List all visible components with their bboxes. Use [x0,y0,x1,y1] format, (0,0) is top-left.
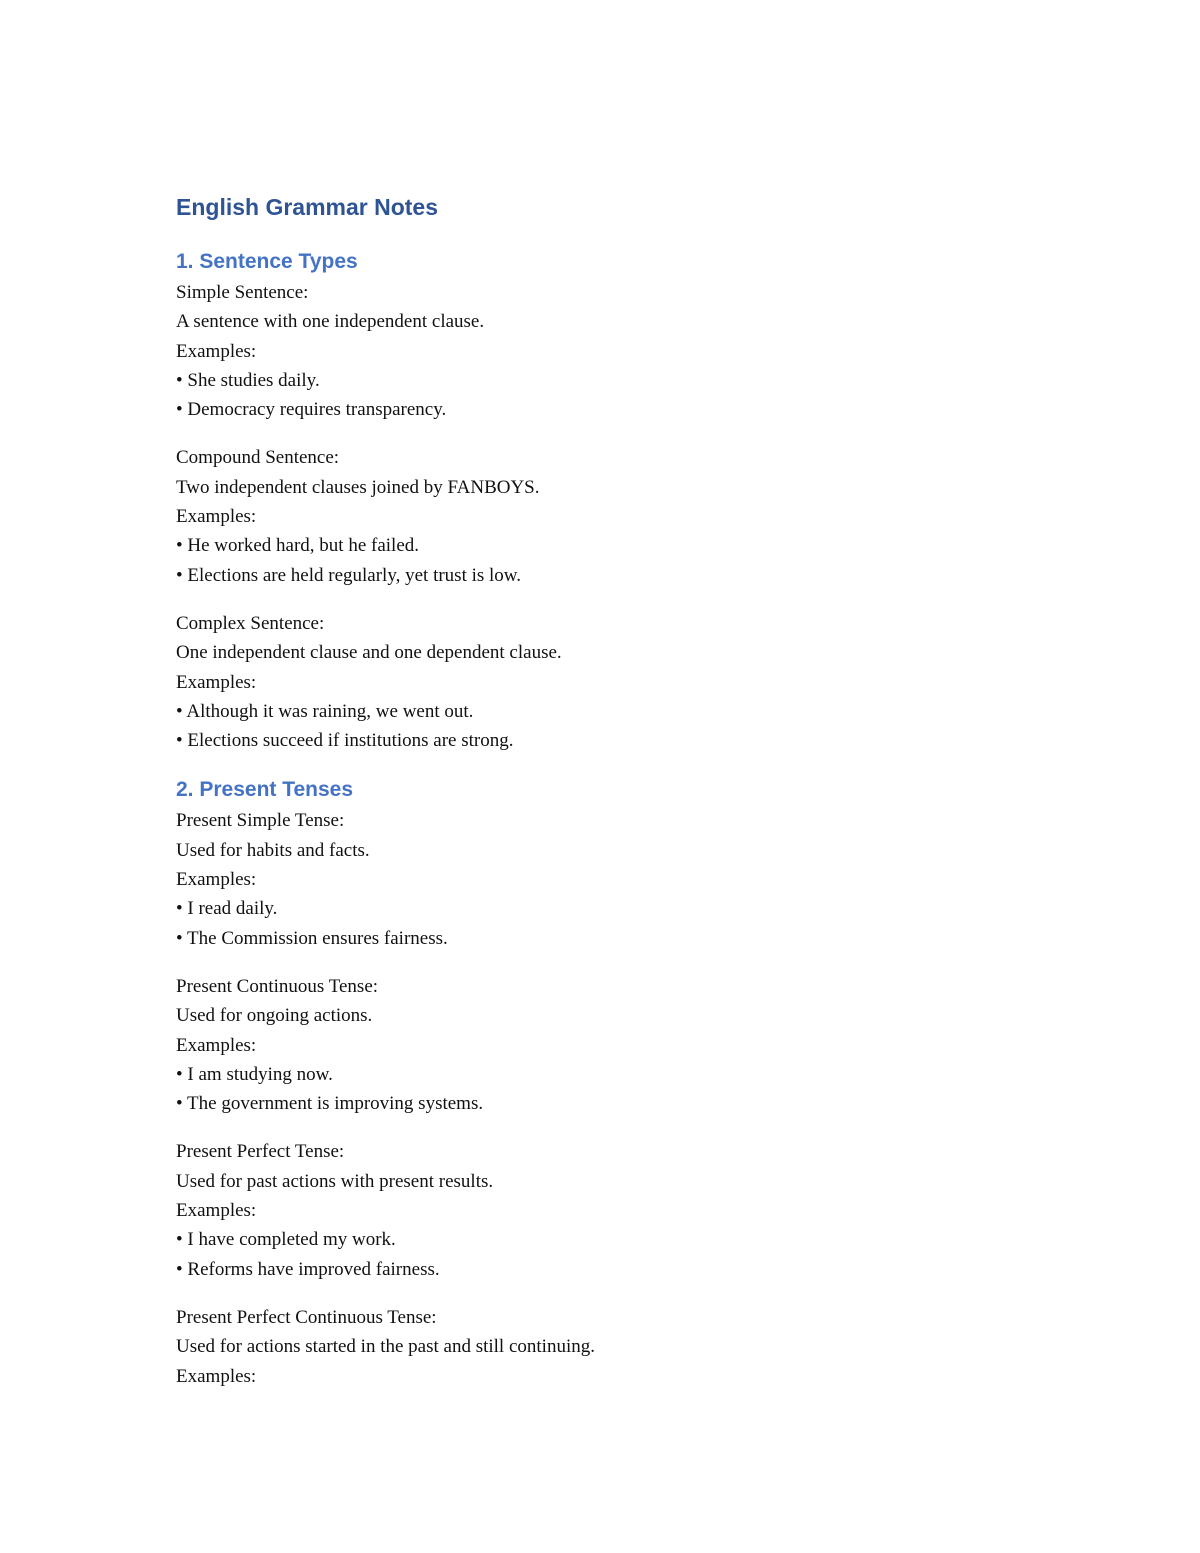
term-label: Complex Sentence: [176,612,325,634]
example-item: • He worked hard, but he failed. [176,535,420,557]
document-title: English Grammar Notes [176,194,439,220]
definition-block [176,443,1076,589]
section-present-tenses [176,774,1076,1390]
example-item: • Although it was raining, we went out. [176,700,474,722]
examples-label: Examples: [176,1034,257,1056]
example-item: • Elections succeed if institutions are strong. [176,730,514,752]
example-item: • I have completed my work. [176,1229,396,1251]
definition-text: A sentence with one independent clause. [176,311,485,333]
examples-label: Examples: [176,869,257,891]
term-label: Compound Sentence: [176,447,340,469]
example-item: • Elections are held regularly, yet trust is low. [176,564,522,586]
examples-label: Examples: [176,1365,257,1387]
examples-label: Examples: [176,506,257,528]
section-heading: 2. Present Tenses [176,778,354,802]
term-label: Present Perfect Tense: [176,1141,345,1163]
definition-block [176,806,1076,952]
term-label: Present Simple Tense: [176,810,345,832]
definition-block [176,1137,1076,1283]
definition-text: Used for past actions with present results. [176,1170,494,1192]
definition-text: Two independent clauses joined by FANBOYS. [176,476,540,498]
definition-text: Used for actions started in the past and still continuing. [176,1336,595,1358]
definition-text: One independent clause and one dependent clause. [176,642,562,664]
examples-label: Examples: [176,671,257,693]
term-label: Present Perfect Continuous Tense: [176,1306,437,1328]
definition-block [176,278,1076,424]
example-item: • She studies daily. [176,369,320,391]
example-item: • I read daily. [176,898,278,920]
document-page [176,190,1076,1391]
definition-block [176,972,1076,1118]
example-item: • I am studying now. [176,1063,333,1085]
example-item: • Reforms have improved fairness. [176,1258,440,1280]
definition-block [176,609,1076,755]
term-label: Simple Sentence: [176,282,309,303]
examples-label: Examples: [176,1200,257,1222]
examples-label: Examples: [176,340,257,362]
example-item: • The Commission ensures fairness. [176,927,448,949]
example-item: • The government is improving systems. [176,1093,484,1115]
definition-text: Used for ongoing actions. [176,1005,373,1027]
definition-text: Used for habits and facts. [176,839,370,861]
term-label: Present Continuous Tense: [176,975,379,997]
definition-block [176,1303,1076,1391]
section-heading: 1. Sentence Types [176,250,358,273]
section-sentence-types [176,246,1076,755]
example-item: • Democracy requires transparency. [176,399,447,421]
